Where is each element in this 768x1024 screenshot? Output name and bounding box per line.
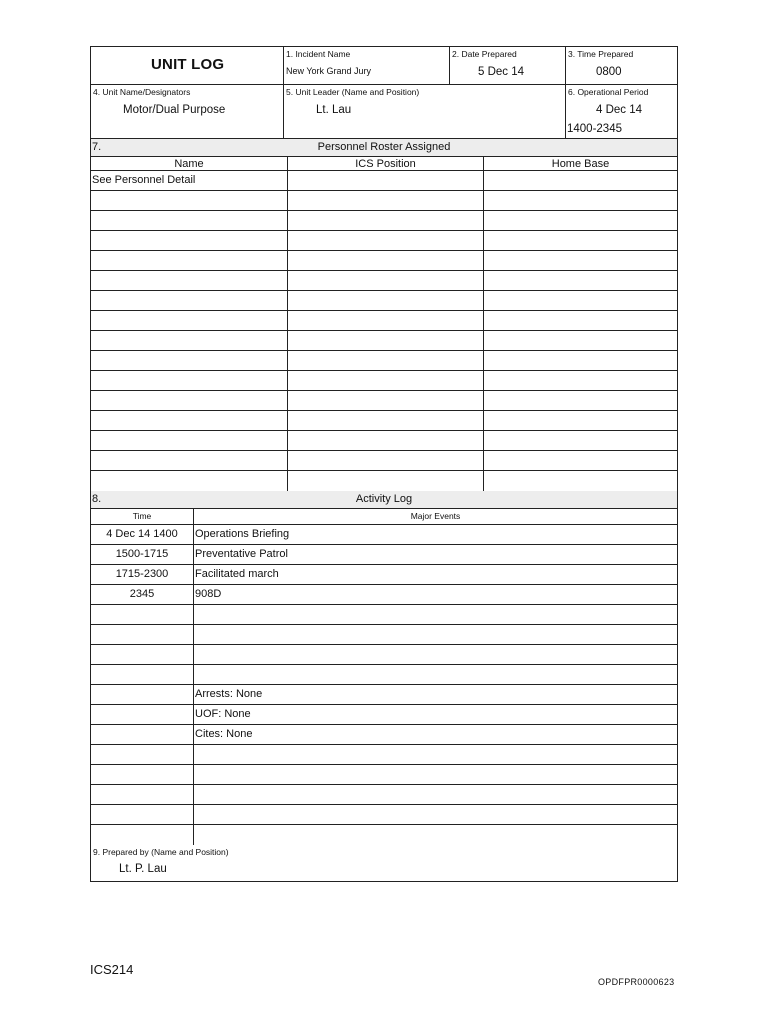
roster-row bbox=[91, 431, 677, 451]
roster-position-cell bbox=[287, 231, 483, 250]
roster-base-cell bbox=[483, 391, 677, 410]
unit-leader-value: Lt. Lau bbox=[316, 104, 352, 116]
roster-section-number: 7. bbox=[92, 141, 102, 153]
activity-time-cell bbox=[91, 725, 193, 744]
activity-event-cell bbox=[193, 525, 677, 544]
activity-event-cell bbox=[193, 585, 677, 604]
activity-time-cell bbox=[91, 665, 193, 684]
roster-name-cell bbox=[91, 411, 287, 430]
roster-base-cell bbox=[483, 411, 677, 430]
roster-section-title: Personnel Roster Assigned bbox=[317, 141, 451, 153]
activity-row bbox=[91, 685, 677, 705]
roster-name-cell bbox=[91, 351, 287, 370]
activity-event-cell bbox=[193, 785, 677, 804]
roster-name-cell bbox=[91, 391, 287, 410]
activity-time-text: 2345 bbox=[129, 588, 155, 600]
roster-position-cell bbox=[287, 251, 483, 270]
roster-name-cell bbox=[91, 271, 287, 290]
roster-base-cell bbox=[483, 231, 677, 250]
activity-row bbox=[91, 645, 677, 665]
activity-time-cell bbox=[91, 785, 193, 804]
prepared-by-value: Lt. P. Lau bbox=[119, 863, 167, 875]
roster-position-cell bbox=[287, 411, 483, 430]
roster-name-cell bbox=[91, 451, 287, 470]
roster-name-cell bbox=[91, 311, 287, 330]
activity-event-text: Operations Briefing bbox=[195, 528, 290, 540]
activity-table-body bbox=[91, 525, 677, 845]
roster-base-cell bbox=[483, 331, 677, 350]
roster-row bbox=[91, 411, 677, 431]
roster-row bbox=[91, 311, 677, 331]
activity-section-header bbox=[91, 491, 677, 509]
activity-event-cell bbox=[193, 825, 677, 845]
roster-position-cell bbox=[287, 351, 483, 370]
activity-section-title: Activity Log bbox=[355, 493, 413, 505]
roster-base-cell bbox=[483, 351, 677, 370]
roster-position-cell bbox=[287, 311, 483, 330]
activity-time-cell bbox=[91, 545, 193, 564]
activity-event-text: 908D bbox=[195, 588, 222, 600]
roster-base-cell bbox=[483, 271, 677, 290]
roster-base-cell bbox=[483, 431, 677, 450]
roster-position-cell bbox=[287, 211, 483, 230]
roster-col-name-header bbox=[91, 157, 287, 170]
activity-time-text: 4 Dec 14 1400 bbox=[106, 528, 178, 540]
prepared-by-row bbox=[91, 845, 677, 881]
roster-row bbox=[91, 331, 677, 351]
roster-position-cell bbox=[287, 451, 483, 470]
roster-name-cell bbox=[91, 211, 287, 230]
roster-column-headers bbox=[91, 157, 677, 171]
activity-time-cell bbox=[91, 825, 193, 845]
date-prepared-cell bbox=[449, 47, 565, 84]
activity-row bbox=[91, 605, 677, 625]
incident-name-cell bbox=[283, 47, 449, 84]
time-prepared-cell bbox=[565, 47, 677, 84]
roster-name-cell bbox=[91, 251, 287, 270]
activity-time-cell bbox=[91, 525, 193, 544]
roster-position-cell bbox=[287, 471, 483, 491]
activity-event-cell bbox=[193, 765, 677, 784]
roster-section-header bbox=[91, 139, 677, 157]
unit-name-cell bbox=[91, 85, 283, 138]
roster-base-cell bbox=[483, 171, 677, 190]
activity-time-cell bbox=[91, 605, 193, 624]
activity-event-text: Cites: None bbox=[195, 728, 253, 740]
roster-position-cell bbox=[287, 171, 483, 190]
roster-position-cell bbox=[287, 431, 483, 450]
activity-row bbox=[91, 525, 677, 545]
activity-row bbox=[91, 665, 677, 685]
operational-period-date: 4 Dec 14 bbox=[596, 104, 643, 116]
activity-row bbox=[91, 765, 677, 785]
roster-col-position: ICS Position bbox=[355, 158, 416, 170]
activity-event-cell bbox=[193, 645, 677, 664]
activity-event-cell bbox=[193, 745, 677, 764]
roster-row bbox=[91, 351, 677, 371]
activity-column-headers bbox=[91, 509, 677, 525]
roster-name-cell bbox=[91, 291, 287, 310]
header-row-1 bbox=[91, 47, 677, 85]
time-prepared-value: 0800 bbox=[596, 66, 622, 78]
roster-position-cell bbox=[287, 371, 483, 390]
prepared-by-label: 9. Prepared by (Name and Position) bbox=[93, 847, 229, 857]
roster-row bbox=[91, 371, 677, 391]
operational-period-label: 6. Operational Period bbox=[568, 87, 649, 97]
activity-event-cell bbox=[193, 545, 677, 564]
activity-row bbox=[91, 805, 677, 825]
incident-name-label: 1. Incident Name bbox=[286, 49, 351, 59]
roster-row bbox=[91, 451, 677, 471]
roster-base-cell bbox=[483, 371, 677, 390]
roster-position-cell bbox=[287, 291, 483, 310]
roster-row bbox=[91, 271, 677, 291]
roster-position-cell bbox=[287, 271, 483, 290]
activity-row bbox=[91, 565, 677, 585]
date-prepared-label: 2. Date Prepared bbox=[452, 49, 517, 59]
activity-time-cell bbox=[91, 745, 193, 764]
activity-time-cell bbox=[91, 585, 193, 604]
activity-time-cell bbox=[91, 565, 193, 584]
activity-time-cell bbox=[91, 705, 193, 724]
roster-position-cell bbox=[287, 191, 483, 210]
form-title-cell bbox=[91, 47, 283, 84]
activity-time-text: 1500-1715 bbox=[115, 548, 169, 560]
activity-event-cell bbox=[193, 625, 677, 644]
roster-row bbox=[91, 191, 677, 211]
activity-event-cell bbox=[193, 805, 677, 824]
activity-row bbox=[91, 625, 677, 645]
incident-name-value: New York Grand Jury bbox=[286, 66, 372, 76]
activity-col-events: Major Events bbox=[410, 511, 461, 521]
roster-row bbox=[91, 231, 677, 251]
roster-base-cell bbox=[483, 211, 677, 230]
activity-row bbox=[91, 585, 677, 605]
activity-row bbox=[91, 785, 677, 805]
roster-name-cell bbox=[91, 331, 287, 350]
activity-row bbox=[91, 545, 677, 565]
roster-position-cell bbox=[287, 331, 483, 350]
activity-col-time-header bbox=[91, 509, 193, 524]
roster-cell-text: See Personnel Detail bbox=[92, 174, 196, 186]
header-row-2 bbox=[91, 85, 677, 139]
activity-row bbox=[91, 825, 677, 845]
activity-event-text: UOF: None bbox=[195, 708, 251, 720]
roster-base-cell bbox=[483, 451, 677, 470]
activity-event-cell bbox=[193, 685, 677, 704]
roster-row bbox=[91, 471, 677, 491]
activity-event-text: Preventative Patrol bbox=[195, 548, 288, 560]
roster-row bbox=[91, 171, 677, 191]
activity-col-events-header bbox=[193, 509, 677, 524]
roster-name-cell bbox=[91, 231, 287, 250]
activity-time-cell bbox=[91, 625, 193, 644]
roster-position-cell bbox=[287, 391, 483, 410]
roster-name-cell bbox=[91, 171, 287, 190]
roster-base-cell bbox=[483, 251, 677, 270]
activity-event-text: Facilitated march bbox=[195, 568, 279, 580]
roster-base-cell bbox=[483, 191, 677, 210]
activity-col-time: Time bbox=[132, 511, 152, 521]
unit-leader-label: 5. Unit Leader (Name and Position) bbox=[286, 87, 420, 97]
roster-col-home-base: Home Base bbox=[551, 158, 610, 170]
operational-period-time: 1400-2345 bbox=[567, 123, 622, 135]
activity-row bbox=[91, 705, 677, 725]
roster-base-cell bbox=[483, 471, 677, 491]
unit-leader-cell bbox=[283, 85, 565, 138]
activity-time-cell bbox=[91, 765, 193, 784]
activity-time-cell bbox=[91, 685, 193, 704]
activity-row bbox=[91, 745, 677, 765]
activity-event-cell bbox=[193, 565, 677, 584]
activity-event-cell bbox=[193, 705, 677, 724]
activity-section-number: 8. bbox=[92, 493, 102, 505]
form-title: UNIT LOG bbox=[151, 56, 225, 73]
roster-name-cell bbox=[91, 471, 287, 491]
activity-event-cell bbox=[193, 725, 677, 744]
roster-base-cell bbox=[483, 311, 677, 330]
roster-table-body bbox=[91, 171, 677, 491]
form-code: ICS214 bbox=[90, 962, 134, 977]
activity-event-cell bbox=[193, 665, 677, 684]
roster-name-cell bbox=[91, 191, 287, 210]
activity-time-cell bbox=[91, 645, 193, 664]
roster-col-position-header bbox=[287, 157, 483, 170]
roster-name-cell bbox=[91, 371, 287, 390]
roster-col-base-header bbox=[483, 157, 677, 170]
roster-row bbox=[91, 391, 677, 411]
unit-log-form bbox=[90, 46, 678, 882]
activity-time-cell bbox=[91, 805, 193, 824]
document-id: OPDFPR0000623 bbox=[598, 977, 675, 987]
activity-time-text: 1715-2300 bbox=[115, 568, 169, 580]
date-prepared-value: 5 Dec 14 bbox=[478, 66, 525, 78]
roster-row bbox=[91, 291, 677, 311]
time-prepared-label: 3. Time Prepared bbox=[568, 49, 634, 59]
unit-name-label: 4. Unit Name/Designators bbox=[93, 87, 191, 97]
roster-row bbox=[91, 211, 677, 231]
activity-row bbox=[91, 725, 677, 745]
unit-name-value: Motor/Dual Purpose bbox=[123, 104, 226, 116]
activity-event-text: Arrests: None bbox=[195, 688, 263, 700]
activity-event-cell bbox=[193, 605, 677, 624]
roster-col-name: Name bbox=[174, 158, 204, 170]
roster-row bbox=[91, 251, 677, 271]
operational-period-cell bbox=[565, 85, 677, 138]
roster-name-cell bbox=[91, 431, 287, 450]
roster-base-cell bbox=[483, 291, 677, 310]
